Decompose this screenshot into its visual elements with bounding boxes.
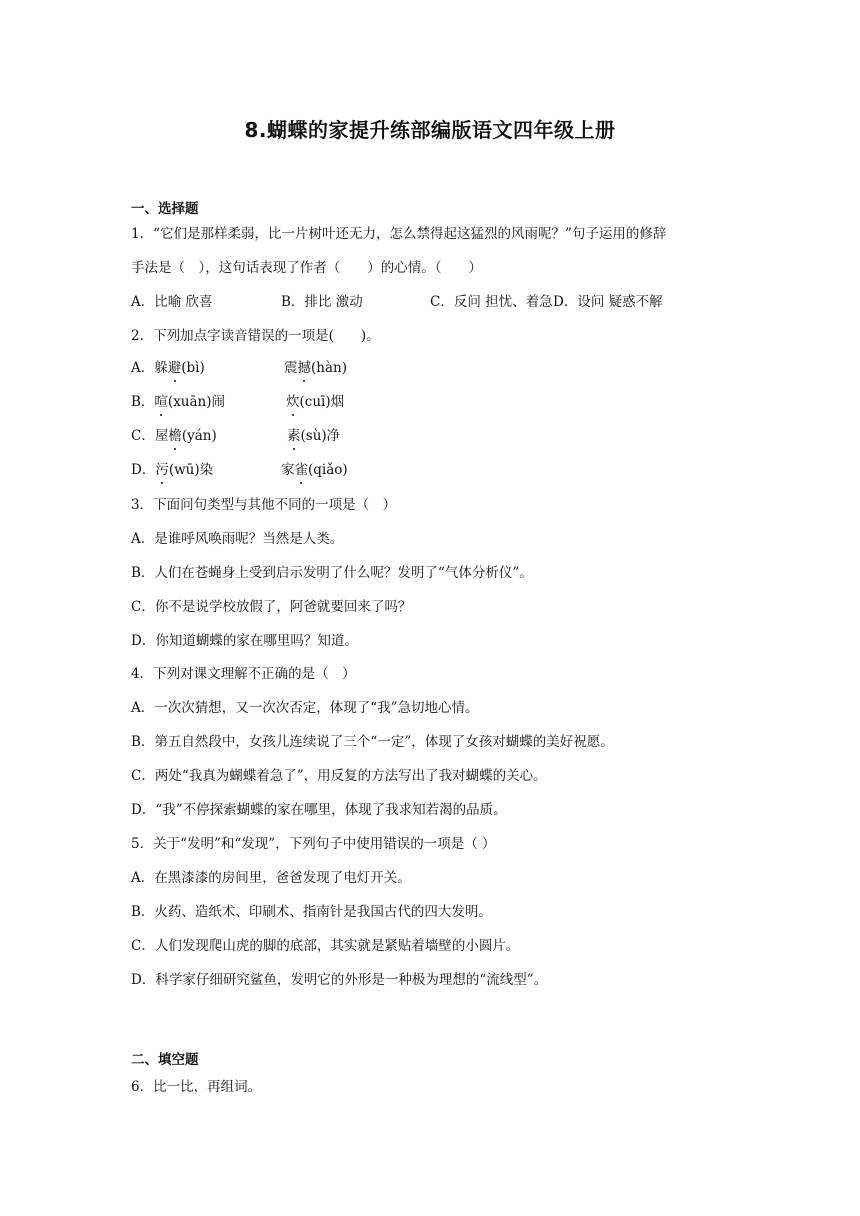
- question-1-option-d: D．设问 疑惑不解: [553, 294, 663, 310]
- question-2-option-a-second-word: [284, 359, 347, 377]
- question-4-option-d: D．“我”不停探索蝴蝶的家在哪里，体现了我求知若渴的品质。: [131, 802, 507, 818]
- pinyin-text: (cuī)烟: [299, 394, 345, 410]
- question-5-option-a: A．在黑漆漆的房间里，爸爸发现了电灯开关。: [131, 870, 411, 886]
- pinyin-text: (yán): [181, 428, 217, 444]
- question-1-option-b: B．排比 激动: [281, 294, 363, 310]
- question-2-option-b-second-word: [286, 393, 344, 411]
- word-text: 震: [284, 360, 298, 376]
- question-5-option-d: D．科学家仔细研究鲨鱼，发明它的外形是一种极为理想的“流线型”。: [131, 972, 548, 988]
- dotted-char: 檐: [168, 428, 182, 444]
- dotted-char: 避: [167, 360, 182, 376]
- question-2-option-c: [131, 427, 217, 445]
- pinyin-text: (sù)净: [300, 428, 341, 444]
- question-4-option-c: C．两处“我真为蝴蝶着急了”，用反复的方法写出了我对蝴蝶的关心。: [131, 768, 547, 784]
- question-3-option-a: A．是谁呼风唤雨呢？当然是人类。: [131, 531, 344, 547]
- question-3-stem: 3．下面问句类型与其他不同的一项是（ ）: [131, 497, 397, 513]
- question-2-option-d: [131, 461, 213, 479]
- dotted-char: 炊: [286, 394, 300, 410]
- dotted-char: 喧: [154, 394, 168, 410]
- question-6-stem: 6．比一比，再组词。: [131, 1079, 262, 1095]
- dotted-char: 撼: [297, 360, 311, 376]
- option-label: B．: [131, 394, 155, 410]
- option-label: C．: [131, 428, 155, 444]
- question-5-stem: 5．关于“发明”和“发现”，下列句子中使用错误的一项是（ ）: [131, 836, 496, 852]
- question-5-option-c: C．人们发现爬山虎的脚的底部，其实就是紧贴着墙壁的小圆片。: [131, 938, 520, 954]
- question-4-option-a: A．一次次猜想，又一次次否定，体现了“我”急切地心情。: [131, 700, 479, 716]
- word-text: 家: [281, 462, 295, 478]
- option-label: A．: [131, 360, 155, 376]
- dotted-char: 素: [287, 428, 301, 444]
- page-title: 8.蝴蝶的家提升练部编版语文四年级上册: [244, 118, 616, 142]
- question-2-option-b: [131, 393, 225, 411]
- dotted-char: 污: [155, 462, 169, 478]
- pinyin-text: (qiǎo): [308, 462, 348, 478]
- pinyin-text: (hàn): [311, 360, 347, 376]
- question-1-stem-line2: 手法是（ ），这句话表现了作者（ ）的心情。（ ）: [131, 260, 482, 276]
- question-5-option-b: B．火药、造纸术、印刷术、指南针是我国古代的四大发明。: [131, 904, 492, 920]
- section-heading-choice: 一、选择题: [131, 201, 199, 217]
- option-label: D．: [131, 462, 156, 478]
- question-3-option-c: C．你不是说学校放假了，阿爸就要回来了吗？: [131, 599, 412, 615]
- pinyin-text: (wū)染: [168, 462, 214, 478]
- question-3-option-d: D．你知道蝴蝶的家在哪里吗？知道。: [131, 633, 358, 649]
- dotted-char: 雀: [294, 462, 308, 478]
- question-1-stem-line1: 1．“它们是那样柔弱，比一片树叶还无力，怎么禁得起这猛烈的风雨呢？”句子运用的修辞: [131, 226, 667, 242]
- word-text: 屋: [154, 428, 169, 444]
- pinyin-text: (xuān)闹: [167, 394, 226, 410]
- question-2-option-d-second-word: [281, 461, 348, 479]
- question-2-option-a: [131, 359, 205, 377]
- section-heading-fill-in: 二、填空题: [131, 1052, 199, 1068]
- pinyin-text: (bì): [181, 360, 205, 376]
- question-1-option-a: A．比喻 欣喜: [131, 294, 213, 310]
- question-4-option-b: B．第五自然段中，女孩儿连续说了三个“一定”，体现了女孩对蝴蝶的美好祝愿。: [131, 734, 614, 750]
- question-4-stem: 4．下列对课文理解不正确的是（ ）: [131, 666, 356, 682]
- question-2-stem: 2．下列加点字读音错误的一项是( )。: [131, 328, 380, 344]
- question-1-option-c: C．反问 担忧、着急: [430, 294, 553, 310]
- question-2-option-c-second-word: [287, 427, 340, 445]
- word-text: 躲: [154, 360, 168, 376]
- question-3-option-b: B．人们在苍蝇身上受到启示发明了什么呢？发明了“气体分析仪”。: [131, 565, 533, 581]
